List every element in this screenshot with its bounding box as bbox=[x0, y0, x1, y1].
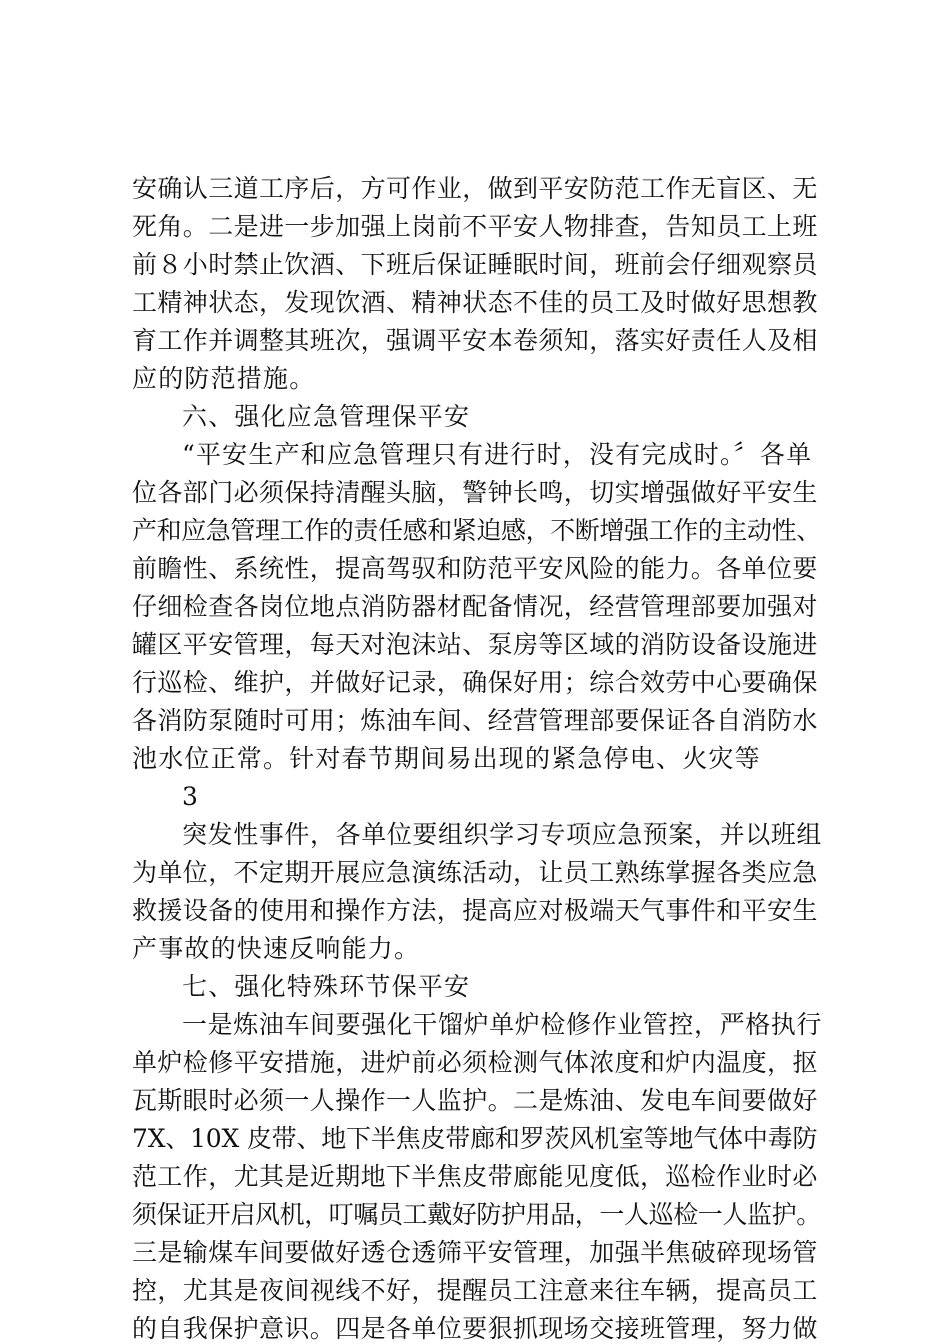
text-line: 行巡检、维护，并做好记录，确保好用；综合效劳中心要确保 bbox=[132, 668, 818, 697]
text-line: 应的防范措施。 bbox=[132, 364, 316, 393]
text-line: 须保证开启风机，叮嘱员工戴好防护用品，一人巡检一人监护。 bbox=[132, 1200, 821, 1229]
text-line: 罐区平安管理，每天对泡沫站、泵房等区域的消防设备设施进 bbox=[132, 630, 818, 659]
text-line: 位各部门必须保持清醒头脑，警钟长鸣，切实增强做好平安生 bbox=[132, 478, 818, 507]
text-line: 仔细检查各岗位地点消防器材配备情况，经营管理部要加强对 bbox=[132, 592, 818, 621]
text-line: 三是输煤车间要做好透仓透筛平安管理，加强半焦破碎现场管 bbox=[132, 1238, 818, 1267]
text-line: “平安生产和应急管理只有进行时，没有完成时。〞各单 bbox=[182, 440, 813, 469]
text-line: 7X、10X 皮带、地下半焦皮带廊和罗茨风机室等地气体中毒防 bbox=[132, 1124, 818, 1153]
section-heading: 七、强化特殊环节保平安 bbox=[182, 972, 471, 1001]
text-line: 死角。二是进一步加强上岗前不平安人物排查，告知员工上班 bbox=[132, 212, 818, 241]
text-line: 工精神状态，发现饮酒、精神状态不佳的员工及时做好思想教 bbox=[132, 288, 818, 317]
text-line: 救援设备的使用和操作方法，提高应对极端天气事件和平安生 bbox=[132, 896, 818, 925]
text-line: 前８小时禁止饮酒、下班后保证睡眠时间，班前会仔细观察员 bbox=[132, 250, 818, 279]
text-line: 前瞻性、系统性，提高驾驭和防范平安风险的能力。各单位要 bbox=[132, 554, 818, 583]
text-line: 单炉检修平安措施，进炉前必须检测气体浓度和炉内温度，抠 bbox=[132, 1048, 818, 1077]
text-line: 范工作，尤其是近期地下半焦皮带廊能见度低，巡检作业时必 bbox=[132, 1162, 818, 1191]
text-line: 产和应急管理工作的责任感和紧迫感，不断增强工作的主动性、 bbox=[132, 516, 821, 545]
text-line: 突发性事件，各单位要组织学习专项应急预案，并以班组 bbox=[182, 820, 823, 849]
text-line: 控，尤其是夜间视线不好，提醒员工注意来往车辆，提高员工 bbox=[132, 1276, 818, 1305]
text-line: 产事故的快速反响能力。 bbox=[132, 934, 421, 963]
text-line: 为单位，不定期开展应急演练活动，让员工熟练掌握各类应急 bbox=[132, 858, 818, 887]
text-line: 瓦斯眼时必须一人操作一人监护。二是炼油、发电车间要做好 bbox=[132, 1086, 818, 1115]
text-line: 的自我保护意识。四是各单位要狠抓现场交接班管理，努力做 bbox=[132, 1314, 818, 1343]
text-line: 池水位正常。针对春节期间易出现的紧急停电、火灾等 bbox=[132, 744, 761, 773]
section-heading: 六、强化应急管理保平安 bbox=[182, 402, 471, 431]
text-line: 各消防泵随时可用；炼油车间、经营管理部要保证各自消防水 bbox=[132, 706, 818, 735]
text-line: 一是炼油车间要强化干馏炉单炉检修作业管控，严格执行 bbox=[182, 1010, 823, 1039]
text-line: 育工作并调整其班次，强调平安本卷须知，落实好责任人及相 bbox=[132, 326, 818, 355]
text-line: 安确认三道工序后，方可作业，做到平安防范工作无盲区、无 bbox=[132, 174, 818, 203]
page-number: 3 bbox=[182, 782, 200, 811]
